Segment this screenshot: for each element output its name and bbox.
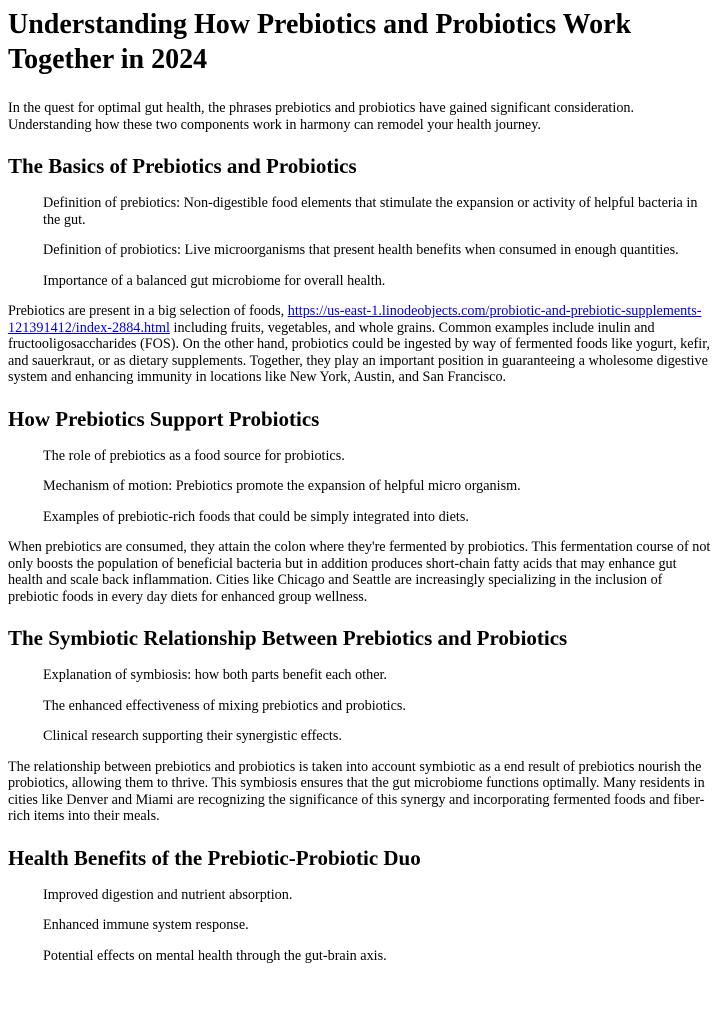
list-item: Mechanism of motion: Prebiotics promote the expansion of helpful micro organism.	[43, 478, 521, 494]
list-item: Definition of prebiotics: Non-digestible food elements that stimulate the expansion or activity of helpful bacteria in the gut.	[43, 195, 698, 228]
body-paragraph: When prebiotics are consumed, they attain the colon where they're fermented by probiotics. This fermentation course of not only boosts the population of beneficial bacteria but in addition produces short-chain fatty acids that may enhance gut health and scale back inflammation. Cities like Chicago and Seattle are increasingly specializing in the inclusion of prebiotic foods in every day diets for enhanced group wellness.	[8, 539, 711, 605]
paragraph-text: including fruits, vegetables, and whole grains. Common examples include inulin and fructooligosaccharides (FOS). On the other hand, probiotics could be ingested by way of fermented foods like yogurt, kefir, and sauerkraut, or as dietary supplements. Together, they play an important position in guaranteeing a wholesome digestive system and enhancing immunity in locations like New York, Austin, and San Francisco.	[8, 319, 710, 385]
list-item: Examples of prebiotic-rich foods that could be simply integrated into diets.	[43, 508, 469, 525]
list-item: Enhanced immune system response.	[43, 917, 249, 933]
point-list	[8, 448, 712, 526]
section-heading: The Symbiotic Relationship Between Prebiotics and Probiotics	[8, 626, 568, 650]
list-item: The role of prebiotics as a food source for probiotics.	[43, 447, 345, 464]
list-item: Clinical research supporting their synergistic effects.	[43, 728, 342, 744]
section-basics	[8, 153, 712, 386]
body-paragraph: The relationship between prebiotics and probiotics is taken into account symbiotic as a end result of prebiotics nourish the probiotics, allowing them to thrive. This symbiosis ensures that the gut microbiome functions optimally. Many residents in cities like Denver and Miami are recognizing the significance of this synergy and incorporating fermented foods and fiber-rich items into their meals.	[8, 758, 705, 824]
list-item: Potential effects on mental health through the gut-brain axis.	[43, 947, 387, 964]
section-symbiotic	[8, 625, 712, 825]
section-heading: The Basics of Prebiotics and Probiotics	[8, 154, 357, 178]
section-support	[8, 406, 712, 606]
section-heading: Health Benefits of the Prebiotic-Probiotic Duo	[8, 845, 421, 870]
point-list	[8, 667, 712, 745]
body-paragraph	[8, 303, 712, 386]
page-title: Understanding How Prebiotics and Probiotics Work Together in 2024	[8, 9, 632, 75]
article-link[interactable]: https://us-east-1.linodeobjects.com/probiotic-and-prebiotic-supplements-121391412/index-2884.html	[8, 303, 702, 336]
paragraph-text: Prebiotics are present in a big selection of foods,	[8, 303, 288, 319]
list-item: Importance of a balanced gut microbiome for overall health.	[43, 272, 386, 289]
section-heading: How Prebiotics Support Probiotics	[8, 406, 320, 431]
list-item: Improved digestion and nutrient absorption.	[43, 886, 293, 903]
list-item: Definition of probiotics: Live microorganisms that present health benefits when consumed in enough quantities.	[43, 242, 679, 258]
point-list	[8, 195, 712, 289]
point-list	[8, 887, 712, 965]
list-item: The enhanced effectiveness of mixing prebiotics and probiotics.	[43, 697, 406, 714]
section-health-benefits	[8, 845, 712, 965]
intro-paragraph: In the quest for optimal gut health, the phrases prebiotics and probiotics have gained significant consideration. Understanding how these two components work in harmony can remodel your health journey.	[8, 100, 635, 133]
list-item: Explanation of symbiosis: how both parts benefit each other.	[43, 667, 387, 683]
